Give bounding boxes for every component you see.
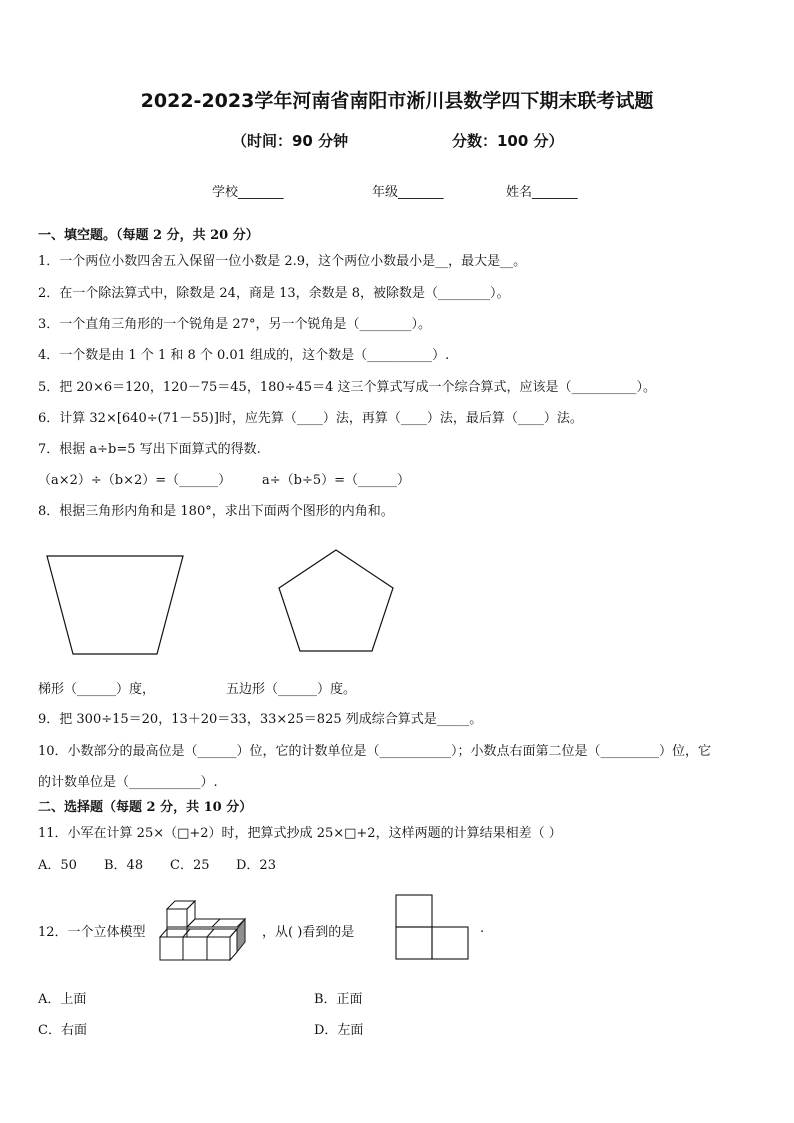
q11-option-d: D．23 [236, 858, 276, 873]
question-1: 1．一个两位小数四舍五入保留一位小数是 2.9，这个两位小数最小是__，最大是__。 [38, 254, 527, 269]
cube-model-figure [160, 896, 246, 962]
exam-time: （时间：90 分钟 [232, 132, 349, 150]
question-12-prefix: 12．一个立体模型 [38, 925, 146, 940]
question-2: 2．在一个除法算式中，除数是 24，商是 13，余数是 8，被除数是（________）。 [38, 286, 510, 301]
name-field: 姓名_______ [506, 185, 578, 200]
view-figure [395, 894, 469, 960]
question-9: 9．把 300÷15＝20，13＋20＝33，33×25＝825 列成综合算式是_____。 [38, 712, 483, 727]
question-12-middle: ，从( )看到的是 [262, 925, 355, 940]
question-11: 11．小军在计算 25×（□+2）时，把算式抄成 25×□+2，这样两题的计算结果相差（ ） [38, 826, 562, 841]
q12-option-c: C．右面 [38, 1023, 87, 1038]
section1-heading: 一、填空题。（每题 2 分，共 20 分） [38, 228, 259, 243]
question-8a: 梯形（______）度， [38, 682, 156, 697]
q12-option-d: D．左面 [314, 1023, 364, 1038]
question-4: 4．一个数是由 1 个 1 和 8 个 0.01 组成的，这个数是（__________）. [38, 348, 450, 363]
q11-option-c: C．25 [170, 858, 210, 873]
trapezoid-figure [45, 554, 185, 656]
question-10-line2: 的计数单位是（___________）. [38, 775, 218, 790]
school-field: 学校_______ [212, 185, 284, 200]
page-title: 2022-2023学年河南省南阳市淅川县数学四下期末联考试题 [140, 90, 654, 112]
exam-score: 分数：100 分） [452, 132, 564, 150]
q12-option-a: A．上面 [38, 992, 87, 1007]
question-6: 6．计算 32×[640÷(71－55)]时，应先算（____）法，再算（____）法，最后算（____）法。 [38, 411, 583, 426]
question-12-end: . [480, 921, 485, 936]
question-5: 5．把 20×6＝120，120－75＝45，180÷45＝4 这三个算式写成一个综合算式，应该是（__________）。 [38, 380, 656, 395]
question-8: 8．根据三角形内角和是 180°，求出下面两个图形的内角和。 [38, 504, 394, 519]
question-7b: a÷（b÷5）=（______） [262, 473, 411, 488]
question-7: 7．根据 a÷b=5 写出下面算式的得数. [38, 442, 261, 457]
grade-field: 年级_______ [372, 185, 444, 200]
question-10-line1: 10．小数部分的最高位是（______）位，它的计数单位是（___________）；小数点右面第二位是（_________）位，它 [38, 744, 712, 759]
section2-heading: 二、选择题（每题 2 分，共 10 分） [38, 800, 253, 815]
q12-option-b: B．正面 [314, 992, 363, 1007]
question-8b: 五边形（______）度。 [226, 682, 357, 697]
pentagon-figure [278, 548, 398, 654]
question-3: 3．一个直角三角形的一个锐角是 27°，另一个锐角是（________）。 [38, 317, 431, 332]
q11-option-b: B．48 [104, 858, 144, 873]
question-7a: （a×2）÷（b×2）=（______） [38, 473, 232, 488]
q11-option-a: A．50 [38, 858, 77, 873]
